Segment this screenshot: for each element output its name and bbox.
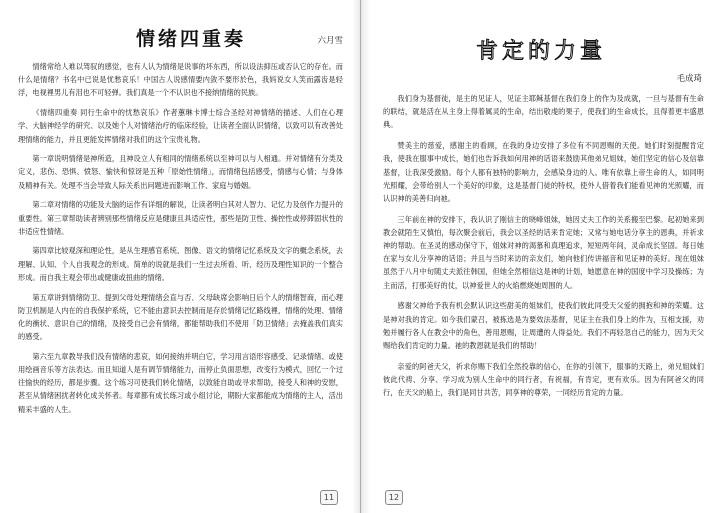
right-paragraph: 我们身为基督徒，是主的见证人，见证主耶稣基督在我们身上的作为及成就，一旦与基督有生命的联结，就是活在从主身上得着属灵的生命，结出敬虔的果子，使我们的生命成长，且得着更丰盛恩典。 bbox=[383, 94, 704, 130]
left-paragraph: 第五章讲到情绪防卫、提到父母处理情绪会直与否、父母缺席会影响日后个人的情绪智商，而心理防卫机制是人内在的自我保护系统，它不能由意识去控制而是存於情绪记忆路线裡，情绪的处理、情绪化的衝状、意识自己的情绪，及接受自己会有情绪，都能帮助我们不使用「防卫情绪」去掩盖我们真实的感受。 bbox=[18, 292, 343, 342]
left-page-body bbox=[18, 60, 343, 422]
left-paragraph: 第六至九章教导我们没有情绪的悲哀，如何接纳并明白它，学习用言语形容感受、记录情绪、或使用绘画音乐等方法表达。而且知道人是有调节情绪能力，而停止负面思想，改变行为模式，回忆一个过往愉快的经历，都是步骤。这个练习可使我们转化情绪，以致能自助或寻求帮助，接受人和神的安慰，甚至从情绪困扰者转化成关怀者。每章都有成长练习或小组讨论，期盼大家都能成为情绪的主人，活出精采丰盛的人生。 bbox=[18, 351, 343, 414]
right-paragraph: 三年前在神的安排下，我认识了刚信主的晓峰姐妹，她因丈夫工作的关系搬至巴黎。起初她来到教会就陌生又慎怕，每次聚会前后，我会以圣经的话来肯定她；又常与她电话分享主的恩典，并祈求神的帮助。在圣灵的感动保守下，姐妹对神的渴慕和真理追求，短短两年间，灵命成长坚固。每日她在家与女儿分享神的话语；并且与当时来访的亲友们，她向他们传讲福音和见证神的美好。现在姐妹虽然于八月中旬随丈夫派往韩国，但她全然相信这是神的计划，她愿意在神的国度中学习及操练；为主而活，打那美好的仗，以神爱世人的火焰燃烧她周围的人。 bbox=[383, 214, 704, 290]
left-paragraph: 情绪常给人难以驾驭的感觉，也有人认为情绪是说事的坏东西，所以设法抑压或否认它的存在。而什么是情绪？书名中已说是忧愁哀乐！中国古人说感情要内敛不要形於色，我妈说女人笑而露齿是轻浮，电视裡男儿有泪也不可轻弹。我们真是一个不认识也不接纳情绪的民族。 bbox=[18, 62, 343, 98]
right-page-title: 肯定的力量 bbox=[475, 39, 606, 64]
left-paragraph: 第四章比较观深和理论性，是从生理感官系统、图像、语文的情绪记忆系统及文字的概念系统，去理解、认知、个人自我观念的形成。简单的说就是我们一生过去所看、听、经历及理性知识的一个整合形成。而自我主观会带出或健康或扭曲的情绪。 bbox=[18, 246, 343, 282]
right-page-author: 毛成琦 bbox=[676, 74, 702, 84]
right-page-body bbox=[383, 92, 704, 407]
left-paragraph: 第二章对情绪的功能及大脑的运作有详细的解说，让读者明白其对人智力、记忆力及创作力提升的重要性。第三章帮助读者辨别那些情绪反应是健康且具适应性，那些是防卫性、操控性或停滞固状性的非适应性情绪。 bbox=[18, 200, 343, 236]
left-paragraph: 《情绪四重奏 同行生命中的忧愁哀乐》作者蕙琳卡博士综合圣经对神情绪的描述、人们在心理学、大脑神经学的研究、以及她个人对情绪治疗的临床经验，让读者全面认识情绪，以致可以有改善处理情绪的能力，并且更能发挥情绪对我们的这个宝贵礼物。 bbox=[18, 108, 343, 144]
right-paragraph: 感谢父神给予我有机会默认识这些甜美的姐妹们，使我们彼此同受天父爱的拥抱和神的荣耀。这是神对我的肯定。如今我们蒙召，被拣选是为要效法基督，见证主在我们身上的作为，互相支援，劝勉并履行各人在教会中的角色，善用恩赐，让周遭的人得益处。我们不再轻忽自己的能力，因为天父赐给我们肯定的力量。祂的教恩就是我们的帮助！ bbox=[383, 301, 704, 350]
left-page-header bbox=[0, 24, 361, 54]
left-page-title: 情绪四重奏 bbox=[135, 28, 246, 50]
right-page bbox=[361, 0, 722, 513]
right-paragraph: 亲爱的阿爸天父，祈求你赐下我们全然投靠的信心，在你的引领下，服事的天路上，弟兄姐妹们彼此代祷、分享、学习成为别人生命中的同行者，有祝福，有肯定，更有欢乐。因为有阿爸父的同行，在天父的船上，我们是同甘共苦，同享神的尊荣，一同经历肯定的力量。 bbox=[383, 361, 704, 398]
left-paragraph: 第一章说明情绪是神所造，且神设立人有相同的情绪系统以至神可以与人相通。并对情绪有分类及定义，悲伤、恐惧、愤怒、愉快和惊讶是五种「原始性情绪」，而情绪包括感受，情感与心情；与身体及精神有关。处理不当会导致人际关系出问题进而影响工作、家庭与婚姻。 bbox=[18, 154, 343, 190]
right-paragraph: 赞美主的慈爱，感谢主的看顾，在我的身边安排了多位有不同恩赐的天使。她们时刻提醒肯定我，使我在服事中成长，她们也告诉我如何用神的话语来鼓励其他弟兄姐妹，她们坚定的信心及信靠基督，让我深受激励。每个人都有独特的影响力，会感染身边的人。唯有依靠上帝生命的人，如同明光照耀，会带给别人一个美好的印象，这是基督门徒的特权，使外人借着我们能看见神的光照耀，而认识神的美善归向祂。 bbox=[383, 141, 704, 203]
left-page-author: 六月雪 bbox=[317, 36, 343, 46]
right-page-number: 12 bbox=[385, 490, 403, 505]
left-page-number: 11 bbox=[320, 490, 338, 505]
